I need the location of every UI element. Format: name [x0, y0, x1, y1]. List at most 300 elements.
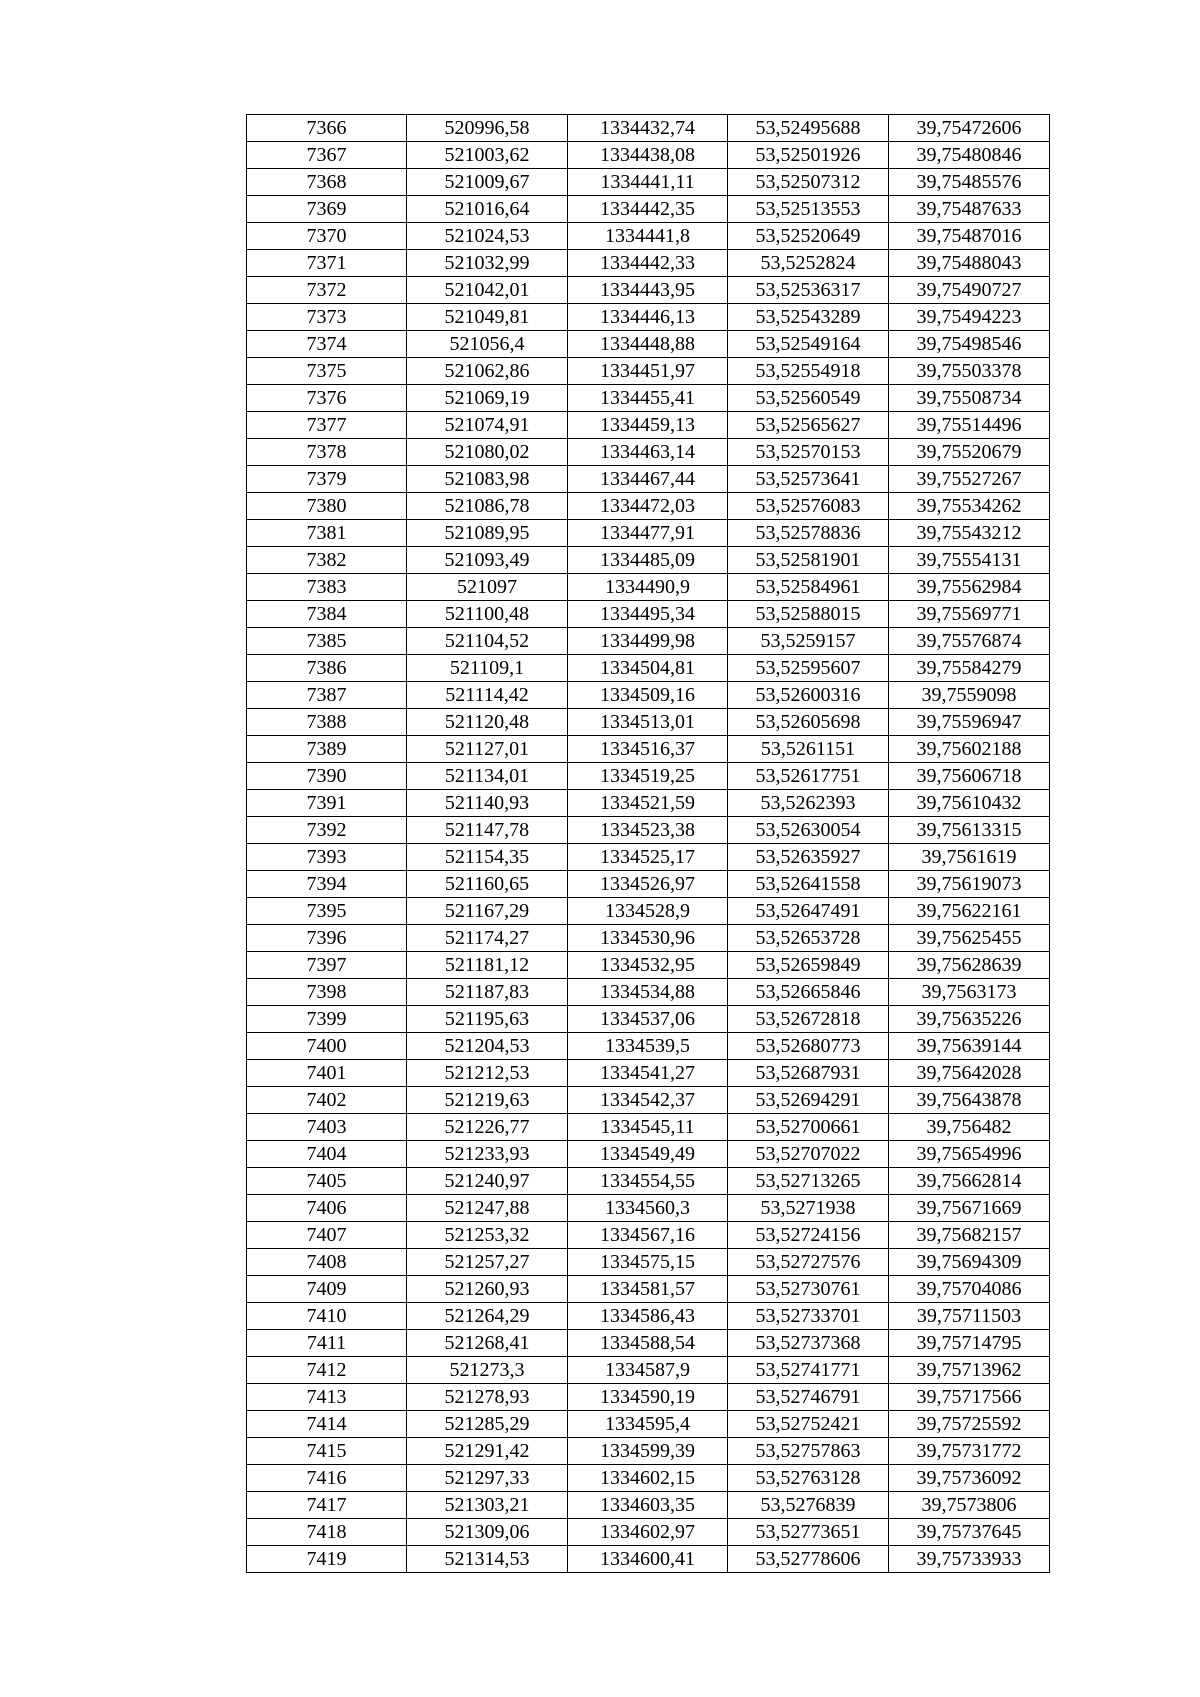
point-number-cell: 7413 [247, 1384, 407, 1411]
y-coordinate-cell: 1334441,8 [568, 223, 728, 250]
table-row [247, 1087, 1050, 1114]
x-coordinate-cell: 521049,81 [407, 304, 568, 331]
y-coordinate-cell: 1334603,35 [568, 1492, 728, 1519]
longitude-cell: 39,75490727 [889, 277, 1050, 304]
table-row [247, 1330, 1050, 1357]
x-coordinate-cell: 521062,86 [407, 358, 568, 385]
latitude-cell: 53,52635927 [728, 844, 889, 871]
latitude-cell: 53,52536317 [728, 277, 889, 304]
latitude-cell: 53,52730761 [728, 1276, 889, 1303]
longitude-cell: 39,75498546 [889, 331, 1050, 358]
longitude-cell: 39,75543212 [889, 520, 1050, 547]
point-number-cell: 7415 [247, 1438, 407, 1465]
x-coordinate-cell: 521278,93 [407, 1384, 568, 1411]
point-number-cell: 7408 [247, 1249, 407, 1276]
longitude-cell: 39,75584279 [889, 655, 1050, 682]
x-coordinate-cell: 521032,99 [407, 250, 568, 277]
y-coordinate-cell: 1334530,96 [568, 925, 728, 952]
x-coordinate-cell: 521181,12 [407, 952, 568, 979]
point-number-cell: 7401 [247, 1060, 407, 1087]
y-coordinate-cell: 1334438,08 [568, 142, 728, 169]
y-coordinate-cell: 1334532,95 [568, 952, 728, 979]
latitude-cell: 53,52687931 [728, 1060, 889, 1087]
table-row [247, 115, 1050, 142]
latitude-cell: 53,52495688 [728, 115, 889, 142]
latitude-cell: 53,52659849 [728, 952, 889, 979]
x-coordinate-cell: 521309,06 [407, 1519, 568, 1546]
point-number-cell: 7389 [247, 736, 407, 763]
y-coordinate-cell: 1334537,06 [568, 1006, 728, 1033]
point-number-cell: 7400 [247, 1033, 407, 1060]
longitude-cell: 39,75569771 [889, 601, 1050, 628]
latitude-cell: 53,5271938 [728, 1195, 889, 1222]
y-coordinate-cell: 1334499,98 [568, 628, 728, 655]
point-number-cell: 7407 [247, 1222, 407, 1249]
point-number-cell: 7381 [247, 520, 407, 547]
table-row [247, 601, 1050, 628]
table-row [247, 196, 1050, 223]
point-number-cell: 7395 [247, 898, 407, 925]
table-row [247, 547, 1050, 574]
table-row [247, 628, 1050, 655]
longitude-cell: 39,75737645 [889, 1519, 1050, 1546]
x-coordinate-cell: 521093,49 [407, 547, 568, 574]
point-number-cell: 7405 [247, 1168, 407, 1195]
longitude-cell: 39,75714795 [889, 1330, 1050, 1357]
latitude-cell: 53,52549164 [728, 331, 889, 358]
y-coordinate-cell: 1334472,03 [568, 493, 728, 520]
latitude-cell: 53,52617751 [728, 763, 889, 790]
latitude-cell: 53,52520649 [728, 223, 889, 250]
x-coordinate-cell: 521257,27 [407, 1249, 568, 1276]
table-row [247, 1492, 1050, 1519]
point-number-cell: 7394 [247, 871, 407, 898]
longitude-cell: 39,75488043 [889, 250, 1050, 277]
table-row [247, 520, 1050, 547]
table-row [247, 169, 1050, 196]
y-coordinate-cell: 1334567,16 [568, 1222, 728, 1249]
x-coordinate-cell: 521240,97 [407, 1168, 568, 1195]
y-coordinate-cell: 1334545,11 [568, 1114, 728, 1141]
x-coordinate-cell: 521056,4 [407, 331, 568, 358]
longitude-cell: 39,75733933 [889, 1546, 1050, 1573]
latitude-cell: 53,52694291 [728, 1087, 889, 1114]
x-coordinate-cell: 521303,21 [407, 1492, 568, 1519]
x-coordinate-cell: 521147,78 [407, 817, 568, 844]
latitude-cell: 53,52560549 [728, 385, 889, 412]
y-coordinate-cell: 1334542,37 [568, 1087, 728, 1114]
table-row [247, 1033, 1050, 1060]
y-coordinate-cell: 1334519,25 [568, 763, 728, 790]
latitude-cell: 53,52653728 [728, 925, 889, 952]
point-number-cell: 7390 [247, 763, 407, 790]
table-row [247, 1303, 1050, 1330]
table-row [247, 817, 1050, 844]
x-coordinate-cell: 521083,98 [407, 466, 568, 493]
y-coordinate-cell: 1334602,15 [568, 1465, 728, 1492]
point-number-cell: 7368 [247, 169, 407, 196]
x-coordinate-cell: 521247,88 [407, 1195, 568, 1222]
y-coordinate-cell: 1334490,9 [568, 574, 728, 601]
longitude-cell: 39,75725592 [889, 1411, 1050, 1438]
table-row [247, 1276, 1050, 1303]
y-coordinate-cell: 1334516,37 [568, 736, 728, 763]
point-number-cell: 7382 [247, 547, 407, 574]
x-coordinate-cell: 521086,78 [407, 493, 568, 520]
longitude-cell: 39,7559098 [889, 682, 1050, 709]
longitude-cell: 39,75643878 [889, 1087, 1050, 1114]
x-coordinate-cell: 521204,53 [407, 1033, 568, 1060]
table-row [247, 1465, 1050, 1492]
latitude-cell: 53,52647491 [728, 898, 889, 925]
point-number-cell: 7418 [247, 1519, 407, 1546]
latitude-cell: 53,52573641 [728, 466, 889, 493]
longitude-cell: 39,75622161 [889, 898, 1050, 925]
longitude-cell: 39,75485576 [889, 169, 1050, 196]
table-row [247, 925, 1050, 952]
latitude-cell: 53,52737368 [728, 1330, 889, 1357]
table-row [247, 574, 1050, 601]
x-coordinate-cell: 521097 [407, 574, 568, 601]
point-number-cell: 7393 [247, 844, 407, 871]
longitude-cell: 39,75503378 [889, 358, 1050, 385]
latitude-cell: 53,52746791 [728, 1384, 889, 1411]
point-number-cell: 7366 [247, 115, 407, 142]
longitude-cell: 39,75520679 [889, 439, 1050, 466]
point-number-cell: 7371 [247, 250, 407, 277]
table-row [247, 1249, 1050, 1276]
y-coordinate-cell: 1334521,59 [568, 790, 728, 817]
longitude-cell: 39,75635226 [889, 1006, 1050, 1033]
latitude-cell: 53,52707022 [728, 1141, 889, 1168]
latitude-cell: 53,52672818 [728, 1006, 889, 1033]
latitude-cell: 53,52584961 [728, 574, 889, 601]
x-coordinate-cell: 521174,27 [407, 925, 568, 952]
latitude-cell: 53,52588015 [728, 601, 889, 628]
longitude-cell: 39,75596947 [889, 709, 1050, 736]
point-number-cell: 7380 [247, 493, 407, 520]
table-row [247, 142, 1050, 169]
latitude-cell: 53,52554918 [728, 358, 889, 385]
x-coordinate-cell: 520996,58 [407, 115, 568, 142]
latitude-cell: 53,5262393 [728, 790, 889, 817]
latitude-cell: 53,5276839 [728, 1492, 889, 1519]
longitude-cell: 39,75654996 [889, 1141, 1050, 1168]
longitude-cell: 39,75487016 [889, 223, 1050, 250]
point-number-cell: 7385 [247, 628, 407, 655]
point-number-cell: 7379 [247, 466, 407, 493]
latitude-cell: 53,52501926 [728, 142, 889, 169]
longitude-cell: 39,75602188 [889, 736, 1050, 763]
latitude-cell: 53,52578836 [728, 520, 889, 547]
point-number-cell: 7376 [247, 385, 407, 412]
y-coordinate-cell: 1334442,33 [568, 250, 728, 277]
y-coordinate-cell: 1334523,38 [568, 817, 728, 844]
point-number-cell: 7410 [247, 1303, 407, 1330]
point-number-cell: 7414 [247, 1411, 407, 1438]
latitude-cell: 53,52713265 [728, 1168, 889, 1195]
latitude-cell: 53,52641558 [728, 871, 889, 898]
y-coordinate-cell: 1334513,01 [568, 709, 728, 736]
table-row [247, 1114, 1050, 1141]
x-coordinate-cell: 521024,53 [407, 223, 568, 250]
point-number-cell: 7397 [247, 952, 407, 979]
point-number-cell: 7409 [247, 1276, 407, 1303]
longitude-cell: 39,75704086 [889, 1276, 1050, 1303]
latitude-cell: 53,52565627 [728, 412, 889, 439]
x-coordinate-cell: 521120,48 [407, 709, 568, 736]
x-coordinate-cell: 521089,95 [407, 520, 568, 547]
y-coordinate-cell: 1334455,41 [568, 385, 728, 412]
point-number-cell: 7386 [247, 655, 407, 682]
longitude-cell: 39,75527267 [889, 466, 1050, 493]
latitude-cell: 53,5252824 [728, 250, 889, 277]
table-row [247, 898, 1050, 925]
latitude-cell: 53,52763128 [728, 1465, 889, 1492]
latitude-cell: 53,52680773 [728, 1033, 889, 1060]
longitude-cell: 39,75487633 [889, 196, 1050, 223]
point-number-cell: 7388 [247, 709, 407, 736]
point-number-cell: 7384 [247, 601, 407, 628]
longitude-cell: 39,75694309 [889, 1249, 1050, 1276]
longitude-cell: 39,75711503 [889, 1303, 1050, 1330]
longitude-cell: 39,75494223 [889, 304, 1050, 331]
y-coordinate-cell: 1334432,74 [568, 115, 728, 142]
table-row [247, 979, 1050, 1006]
table-row [247, 682, 1050, 709]
x-coordinate-cell: 521233,93 [407, 1141, 568, 1168]
x-coordinate-cell: 521140,93 [407, 790, 568, 817]
y-coordinate-cell: 1334575,15 [568, 1249, 728, 1276]
point-number-cell: 7373 [247, 304, 407, 331]
point-number-cell: 7372 [247, 277, 407, 304]
y-coordinate-cell: 1334554,55 [568, 1168, 728, 1195]
latitude-cell: 53,52630054 [728, 817, 889, 844]
table-row [247, 277, 1050, 304]
longitude-cell: 39,75480846 [889, 142, 1050, 169]
y-coordinate-cell: 1334528,9 [568, 898, 728, 925]
y-coordinate-cell: 1334595,4 [568, 1411, 728, 1438]
longitude-cell: 39,75472606 [889, 115, 1050, 142]
table-row [247, 952, 1050, 979]
x-coordinate-cell: 521219,63 [407, 1087, 568, 1114]
x-coordinate-cell: 521195,63 [407, 1006, 568, 1033]
longitude-cell: 39,75642028 [889, 1060, 1050, 1087]
y-coordinate-cell: 1334590,19 [568, 1384, 728, 1411]
y-coordinate-cell: 1334599,39 [568, 1438, 728, 1465]
latitude-cell: 53,52570153 [728, 439, 889, 466]
table-row [247, 1222, 1050, 1249]
y-coordinate-cell: 1334446,13 [568, 304, 728, 331]
x-coordinate-cell: 521160,65 [407, 871, 568, 898]
latitude-cell: 53,5259157 [728, 628, 889, 655]
x-coordinate-cell: 521080,02 [407, 439, 568, 466]
table-row [247, 709, 1050, 736]
table-row [247, 304, 1050, 331]
table-row [247, 1168, 1050, 1195]
table-row [247, 331, 1050, 358]
point-number-cell: 7403 [247, 1114, 407, 1141]
latitude-cell: 53,52752421 [728, 1411, 889, 1438]
x-coordinate-cell: 521100,48 [407, 601, 568, 628]
longitude-cell: 39,75508734 [889, 385, 1050, 412]
longitude-cell: 39,75671669 [889, 1195, 1050, 1222]
point-number-cell: 7404 [247, 1141, 407, 1168]
x-coordinate-cell: 521273,3 [407, 1357, 568, 1384]
x-coordinate-cell: 521187,83 [407, 979, 568, 1006]
table-row [247, 790, 1050, 817]
table-row [247, 466, 1050, 493]
latitude-cell: 53,52757863 [728, 1438, 889, 1465]
longitude-cell: 39,75639144 [889, 1033, 1050, 1060]
latitude-cell: 53,52773651 [728, 1519, 889, 1546]
table-row [247, 655, 1050, 682]
point-number-cell: 7398 [247, 979, 407, 1006]
y-coordinate-cell: 1334504,81 [568, 655, 728, 682]
latitude-cell: 53,52700661 [728, 1114, 889, 1141]
table-row [247, 736, 1050, 763]
y-coordinate-cell: 1334549,49 [568, 1141, 728, 1168]
y-coordinate-cell: 1334534,88 [568, 979, 728, 1006]
y-coordinate-cell: 1334459,13 [568, 412, 728, 439]
y-coordinate-cell: 1334586,43 [568, 1303, 728, 1330]
point-number-cell: 7399 [247, 1006, 407, 1033]
y-coordinate-cell: 1334443,95 [568, 277, 728, 304]
x-coordinate-cell: 521167,29 [407, 898, 568, 925]
longitude-cell: 39,75613315 [889, 817, 1050, 844]
y-coordinate-cell: 1334477,91 [568, 520, 728, 547]
x-coordinate-cell: 521003,62 [407, 142, 568, 169]
x-coordinate-cell: 521134,01 [407, 763, 568, 790]
y-coordinate-cell: 1334525,17 [568, 844, 728, 871]
point-number-cell: 7419 [247, 1546, 407, 1573]
x-coordinate-cell: 521109,1 [407, 655, 568, 682]
longitude-cell: 39,75576874 [889, 628, 1050, 655]
table-row [247, 1141, 1050, 1168]
x-coordinate-cell: 521264,29 [407, 1303, 568, 1330]
x-coordinate-cell: 521260,93 [407, 1276, 568, 1303]
x-coordinate-cell: 521009,67 [407, 169, 568, 196]
x-coordinate-cell: 521253,32 [407, 1222, 568, 1249]
latitude-cell: 53,52581901 [728, 547, 889, 574]
point-number-cell: 7392 [247, 817, 407, 844]
point-number-cell: 7370 [247, 223, 407, 250]
point-number-cell: 7406 [247, 1195, 407, 1222]
longitude-cell: 39,75713962 [889, 1357, 1050, 1384]
longitude-cell: 39,7561619 [889, 844, 1050, 871]
point-number-cell: 7387 [247, 682, 407, 709]
latitude-cell: 53,52543289 [728, 304, 889, 331]
point-number-cell: 7378 [247, 439, 407, 466]
table-row [247, 1384, 1050, 1411]
point-number-cell: 7367 [247, 142, 407, 169]
latitude-cell: 53,52595607 [728, 655, 889, 682]
y-coordinate-cell: 1334581,57 [568, 1276, 728, 1303]
y-coordinate-cell: 1334442,35 [568, 196, 728, 223]
table-row [247, 1060, 1050, 1087]
table-row [247, 1519, 1050, 1546]
latitude-cell: 53,52724156 [728, 1222, 889, 1249]
y-coordinate-cell: 1334495,34 [568, 601, 728, 628]
x-coordinate-cell: 521114,42 [407, 682, 568, 709]
x-coordinate-cell: 521285,29 [407, 1411, 568, 1438]
x-coordinate-cell: 521154,35 [407, 844, 568, 871]
latitude-cell: 53,52778606 [728, 1546, 889, 1573]
table-row [247, 385, 1050, 412]
point-number-cell: 7391 [247, 790, 407, 817]
latitude-cell: 53,52507312 [728, 169, 889, 196]
table-row [247, 439, 1050, 466]
coordinates-table-body [247, 115, 1050, 1573]
y-coordinate-cell: 1334560,3 [568, 1195, 728, 1222]
table-row [247, 493, 1050, 520]
table-row [247, 871, 1050, 898]
coordinates-table [246, 114, 1050, 1573]
latitude-cell: 53,52576083 [728, 493, 889, 520]
point-number-cell: 7412 [247, 1357, 407, 1384]
table-row [247, 1357, 1050, 1384]
table-row [247, 1006, 1050, 1033]
y-coordinate-cell: 1334588,54 [568, 1330, 728, 1357]
table-row [247, 1195, 1050, 1222]
point-number-cell: 7396 [247, 925, 407, 952]
table-row [247, 358, 1050, 385]
y-coordinate-cell: 1334587,9 [568, 1357, 728, 1384]
latitude-cell: 53,5261151 [728, 736, 889, 763]
longitude-cell: 39,75717566 [889, 1384, 1050, 1411]
x-coordinate-cell: 521212,53 [407, 1060, 568, 1087]
longitude-cell: 39,75610432 [889, 790, 1050, 817]
longitude-cell: 39,75731772 [889, 1438, 1050, 1465]
longitude-cell: 39,75625455 [889, 925, 1050, 952]
x-coordinate-cell: 521314,53 [407, 1546, 568, 1573]
longitude-cell: 39,75662814 [889, 1168, 1050, 1195]
latitude-cell: 53,52741771 [728, 1357, 889, 1384]
x-coordinate-cell: 521104,52 [407, 628, 568, 655]
longitude-cell: 39,75606718 [889, 763, 1050, 790]
latitude-cell: 53,52733701 [728, 1303, 889, 1330]
latitude-cell: 53,52600316 [728, 682, 889, 709]
table-row [247, 1546, 1050, 1573]
longitude-cell: 39,75514496 [889, 412, 1050, 439]
x-coordinate-cell: 521016,64 [407, 196, 568, 223]
y-coordinate-cell: 1334509,16 [568, 682, 728, 709]
point-number-cell: 7383 [247, 574, 407, 601]
latitude-cell: 53,52513553 [728, 196, 889, 223]
x-coordinate-cell: 521069,19 [407, 385, 568, 412]
longitude-cell: 39,75736092 [889, 1465, 1050, 1492]
x-coordinate-cell: 521226,77 [407, 1114, 568, 1141]
y-coordinate-cell: 1334526,97 [568, 871, 728, 898]
y-coordinate-cell: 1334541,27 [568, 1060, 728, 1087]
longitude-cell: 39,75562984 [889, 574, 1050, 601]
point-number-cell: 7417 [247, 1492, 407, 1519]
y-coordinate-cell: 1334463,14 [568, 439, 728, 466]
point-number-cell: 7411 [247, 1330, 407, 1357]
latitude-cell: 53,52727576 [728, 1249, 889, 1276]
x-coordinate-cell: 521297,33 [407, 1465, 568, 1492]
longitude-cell: 39,75682157 [889, 1222, 1050, 1249]
point-number-cell: 7402 [247, 1087, 407, 1114]
longitude-cell: 39,7573806 [889, 1492, 1050, 1519]
point-number-cell: 7375 [247, 358, 407, 385]
latitude-cell: 53,52605698 [728, 709, 889, 736]
point-number-cell: 7374 [247, 331, 407, 358]
table-row [247, 1438, 1050, 1465]
y-coordinate-cell: 1334602,97 [568, 1519, 728, 1546]
x-coordinate-cell: 521074,91 [407, 412, 568, 439]
y-coordinate-cell: 1334448,88 [568, 331, 728, 358]
